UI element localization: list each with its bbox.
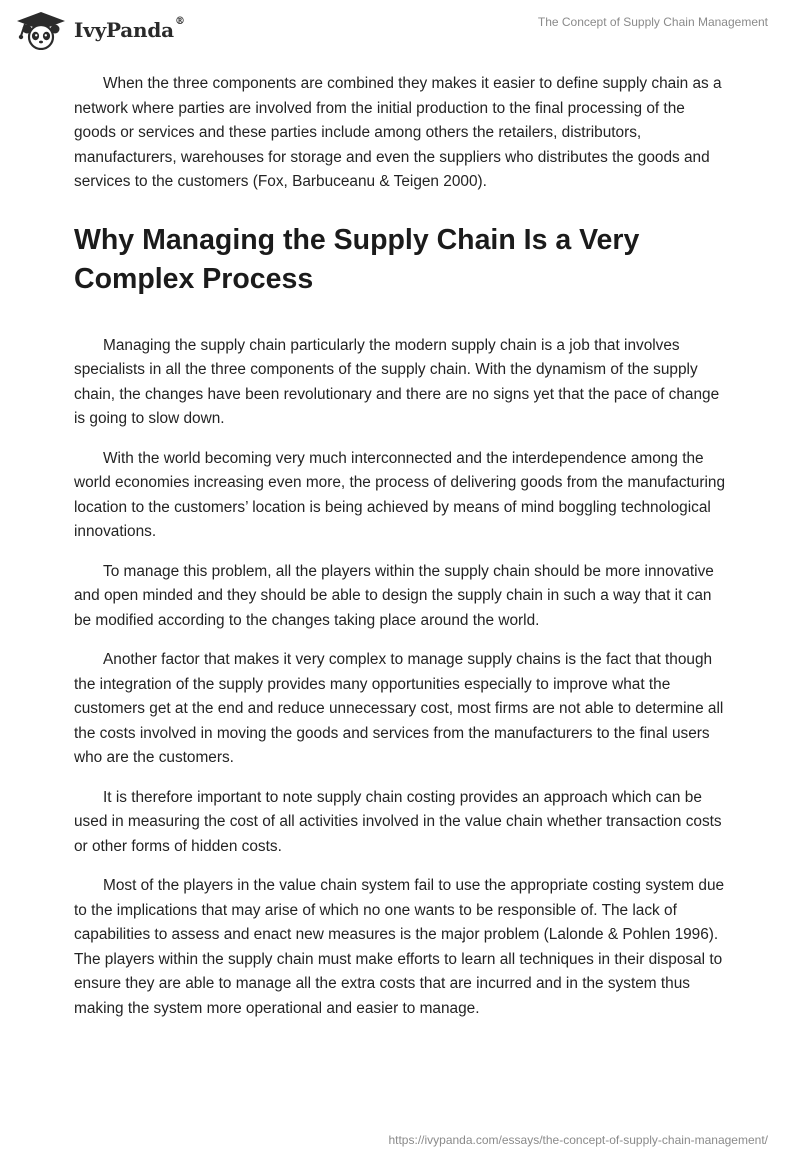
panda-graduate-icon [14, 10, 68, 50]
essay-content [74, 72, 728, 1036]
document-title: The Concept of Supply Chain Management [537, 15, 768, 29]
ivypanda-logo[interactable] [14, 10, 185, 50]
intro-paragraph: When the three components are combined they makes it easier to define supply chain as a network where parties are involved from the initial production to the final processing of the goods or services and these parties include among others the retailers, distributors, manufacturers, warehouses for storage and even the suppliers who distributes the goods and services to the customers (Fox, Barbuceanu & Teigen 2000). [74, 75, 722, 190]
body-paragraph: Managing the supply chain particularly the modern supply chain is a job that involves specialists in all the three components of the supply chain. With the dynamism of the supply chain, the changes have been revolutionary and there are no signs yet that the pace of change is going to slow down. [74, 336, 720, 427]
body-paragraph: Another factor that makes it very complex to manage supply chains is the fact that though the integration of the supply provides many opportunities especially to improve what the customers get at the end and reduce unnecessary cost, most firms are not able to determine all the costs involved in moving the goods and services from the manufacturers to the final users who are the customers. [74, 651, 724, 766]
body-paragraph: Most of the players in the value chain system fail to use the appropriate costing system due to the implications that may arise of which no one wants to be responsible of. The lack of capabilities to assess and enact new measures is the major problem (Lalonde & Pohlen 1996). The players within the supply chain must make efforts to learn all techniques in their disposal to ensure they are able to manage all the extra costs that are incurred and in the system thus making the system more operational and easier to manage. [74, 877, 725, 1017]
body-paragraph: It is therefore important to note supply chain costing provides an approach which can be used in measuring the cost of all activities involved in the value chain whether transaction costs or other forms of hidden costs. [74, 788, 722, 855]
page-header [0, 0, 800, 64]
section-heading: Why Managing the Supply Chain Is a Very Complex Process [74, 223, 640, 295]
body-paragraph: To manage this problem, all the players within the supply chain should be more innovative and open minded and they should be able to design the supply chain in such a way that it can be modified according to the changes taking place around the world. [74, 562, 714, 629]
source-url[interactable]: https://ivypanda.com/essays/the-concept-of-supply-chain-management/ [388, 1133, 768, 1147]
body-paragraph: With the world becoming very much interconnected and the interdependence among the world economies increasing even more, the process of delivering goods from the manufacturing location to the customers’ location is being achieved by means of mind boggling technological innovations. [74, 449, 726, 540]
brand-name: IvyPanda® [74, 16, 185, 42]
